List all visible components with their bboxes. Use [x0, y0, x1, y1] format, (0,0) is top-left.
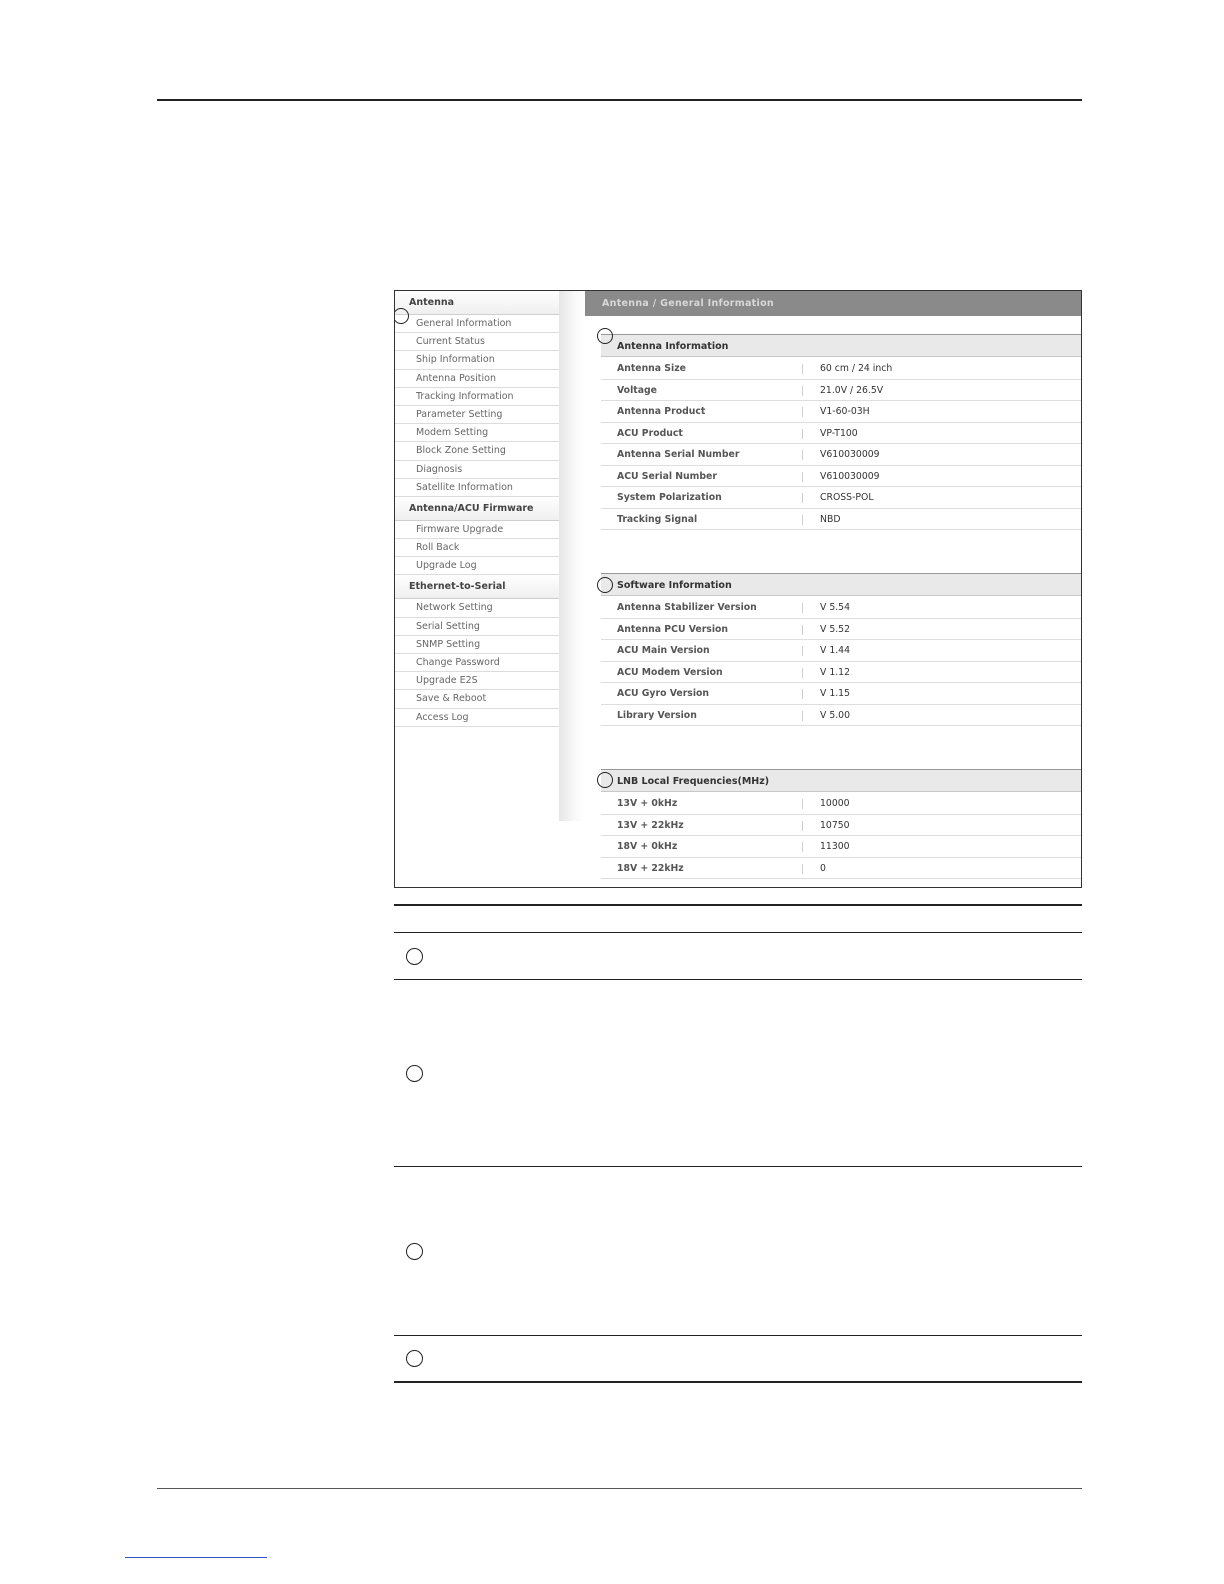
row-value: V 5.54 [820, 602, 851, 613]
row-label: Library Version [617, 709, 697, 721]
table-row [601, 858, 1081, 880]
lnb-frequencies-table [601, 793, 1081, 879]
row-value: 10750 [820, 819, 850, 831]
table-rule [394, 1335, 1082, 1336]
row-value: V 1.44 [820, 645, 851, 656]
row-label: ACU Gyro Version [617, 688, 710, 699]
row-label: Tracking Signal [617, 513, 698, 525]
table-row [601, 358, 1081, 380]
row-value: 21.0V / 26.5V [820, 384, 884, 396]
table-row [601, 815, 1081, 837]
row-label: 18V + 22kHz [617, 862, 684, 874]
sidebar-item-general-information[interactable]: General Information [395, 315, 559, 333]
row-label: System Polarization [617, 492, 722, 503]
table-top-rule [394, 904, 1082, 906]
table-row [601, 509, 1081, 531]
row-value: V 1.12 [820, 666, 851, 678]
row-value: V1-60-03H [820, 406, 870, 417]
sidebar-item-network-setting[interactable]: Network Setting [395, 599, 559, 617]
section-header-antenna-information: Antenna Information [601, 334, 1081, 357]
sidebar-item-firmware-upgrade[interactable]: Firmware Upgrade [395, 521, 559, 539]
antenna-information-table [601, 358, 1081, 530]
row-label: Antenna Serial Number [617, 449, 740, 460]
table-row [601, 466, 1081, 488]
callout-marker [406, 1065, 423, 1082]
sidebar-divider [559, 291, 585, 821]
header-rule [157, 99, 1082, 101]
table-row [601, 640, 1081, 662]
table-row [601, 836, 1081, 858]
main-content [585, 291, 1081, 887]
callout-marker [406, 1243, 423, 1260]
row-value: 60 cm / 24 inch [820, 363, 893, 374]
sidebar-group-ethernet-to-serial: Ethernet-to-Serial [395, 575, 559, 599]
row-label: ACU Serial Number [617, 470, 717, 482]
footer-link-underline [125, 1557, 267, 1558]
sidebar-item-upgrade-e2s[interactable]: Upgrade E2S [395, 672, 559, 690]
table-rule [394, 979, 1082, 980]
row-label: Voltage [617, 384, 657, 396]
callout-marker [597, 577, 613, 593]
row-value: V610030009 [820, 449, 880, 460]
section-header-software-information: Software Information [601, 573, 1081, 596]
table-bottom-rule [394, 1381, 1082, 1383]
sidebar-item-save-reboot[interactable]: Save & Reboot [395, 690, 559, 708]
software-information-table [601, 597, 1081, 726]
table-rule [394, 1166, 1082, 1167]
sidebar-item-ship-information[interactable]: Ship Information [395, 351, 559, 369]
row-value: V 5.00 [820, 709, 851, 721]
table-row [601, 423, 1081, 445]
row-value: V610030009 [820, 470, 880, 482]
row-label: 18V + 0kHz [617, 841, 678, 852]
sidebar-group-firmware: Antenna/ACU Firmware [395, 497, 559, 521]
row-label: 13V + 22kHz [617, 819, 684, 831]
row-value: 10000 [820, 798, 850, 809]
table-row [601, 444, 1081, 466]
row-label: Antenna PCU Version [617, 623, 729, 635]
row-label: Antenna Stabilizer Version [617, 602, 757, 613]
section-header-lnb-local-frequencies: LNB Local Frequencies(MHz) [601, 769, 1081, 792]
row-label: ACU Modem Version [617, 666, 723, 678]
row-value: VP-T100 [820, 427, 858, 439]
callout-marker [597, 328, 613, 344]
row-value: NBD [820, 513, 841, 525]
sidebar-item-current-status[interactable]: Current Status [395, 333, 559, 351]
sidebar-item-serial-setting[interactable]: Serial Setting [395, 618, 559, 636]
table-row [601, 705, 1081, 727]
sidebar-item-satellite-information[interactable]: Satellite Information [395, 479, 559, 497]
web-ui-screenshot [394, 290, 1082, 888]
sidebar-item-access-log[interactable]: Access Log [395, 709, 559, 727]
callout-marker [406, 948, 423, 965]
sidebar-item-upgrade-log[interactable]: Upgrade Log [395, 557, 559, 575]
row-label: ACU Main Version [617, 645, 710, 656]
row-value: 0 [820, 862, 826, 874]
row-value: CROSS-POL [820, 492, 874, 503]
table-rule [394, 932, 1082, 933]
callout-marker [597, 772, 613, 788]
table-row [601, 401, 1081, 423]
row-value: V 5.52 [820, 623, 851, 635]
table-row [601, 793, 1081, 815]
sidebar-item-snmp-setting[interactable]: SNMP Setting [395, 636, 559, 654]
sidebar-item-change-password[interactable]: Change Password [395, 654, 559, 672]
row-label: 13V + 0kHz [617, 798, 678, 809]
page-title: Antenna / General Information [585, 291, 1081, 316]
row-label: Antenna Product [617, 406, 706, 417]
footer-rule [157, 1488, 1082, 1489]
table-row [601, 662, 1081, 684]
sidebar-item-roll-back[interactable]: Roll Back [395, 539, 559, 557]
table-row [601, 380, 1081, 402]
table-row [601, 597, 1081, 619]
table-row [601, 619, 1081, 641]
sidebar-item-parameter-setting[interactable]: Parameter Setting [395, 406, 559, 424]
callout-marker [406, 1350, 423, 1367]
row-label: ACU Product [617, 427, 683, 439]
sidebar-menu [395, 291, 559, 887]
row-value: 11300 [820, 841, 850, 852]
table-row [601, 487, 1081, 509]
sidebar-item-antenna-position[interactable]: Antenna Position [395, 370, 559, 388]
sidebar-item-modem-setting[interactable]: Modem Setting [395, 424, 559, 442]
sidebar-group-antenna: Antenna [395, 291, 559, 315]
table-row [601, 683, 1081, 705]
sidebar-item-diagnosis[interactable]: Diagnosis [395, 461, 559, 479]
row-label: Antenna Size [617, 363, 686, 374]
row-value: V 1.15 [820, 688, 851, 699]
sidebar-item-tracking-information[interactable]: Tracking Information [395, 388, 559, 406]
sidebar-item-block-zone-setting[interactable]: Block Zone Setting [395, 442, 559, 460]
